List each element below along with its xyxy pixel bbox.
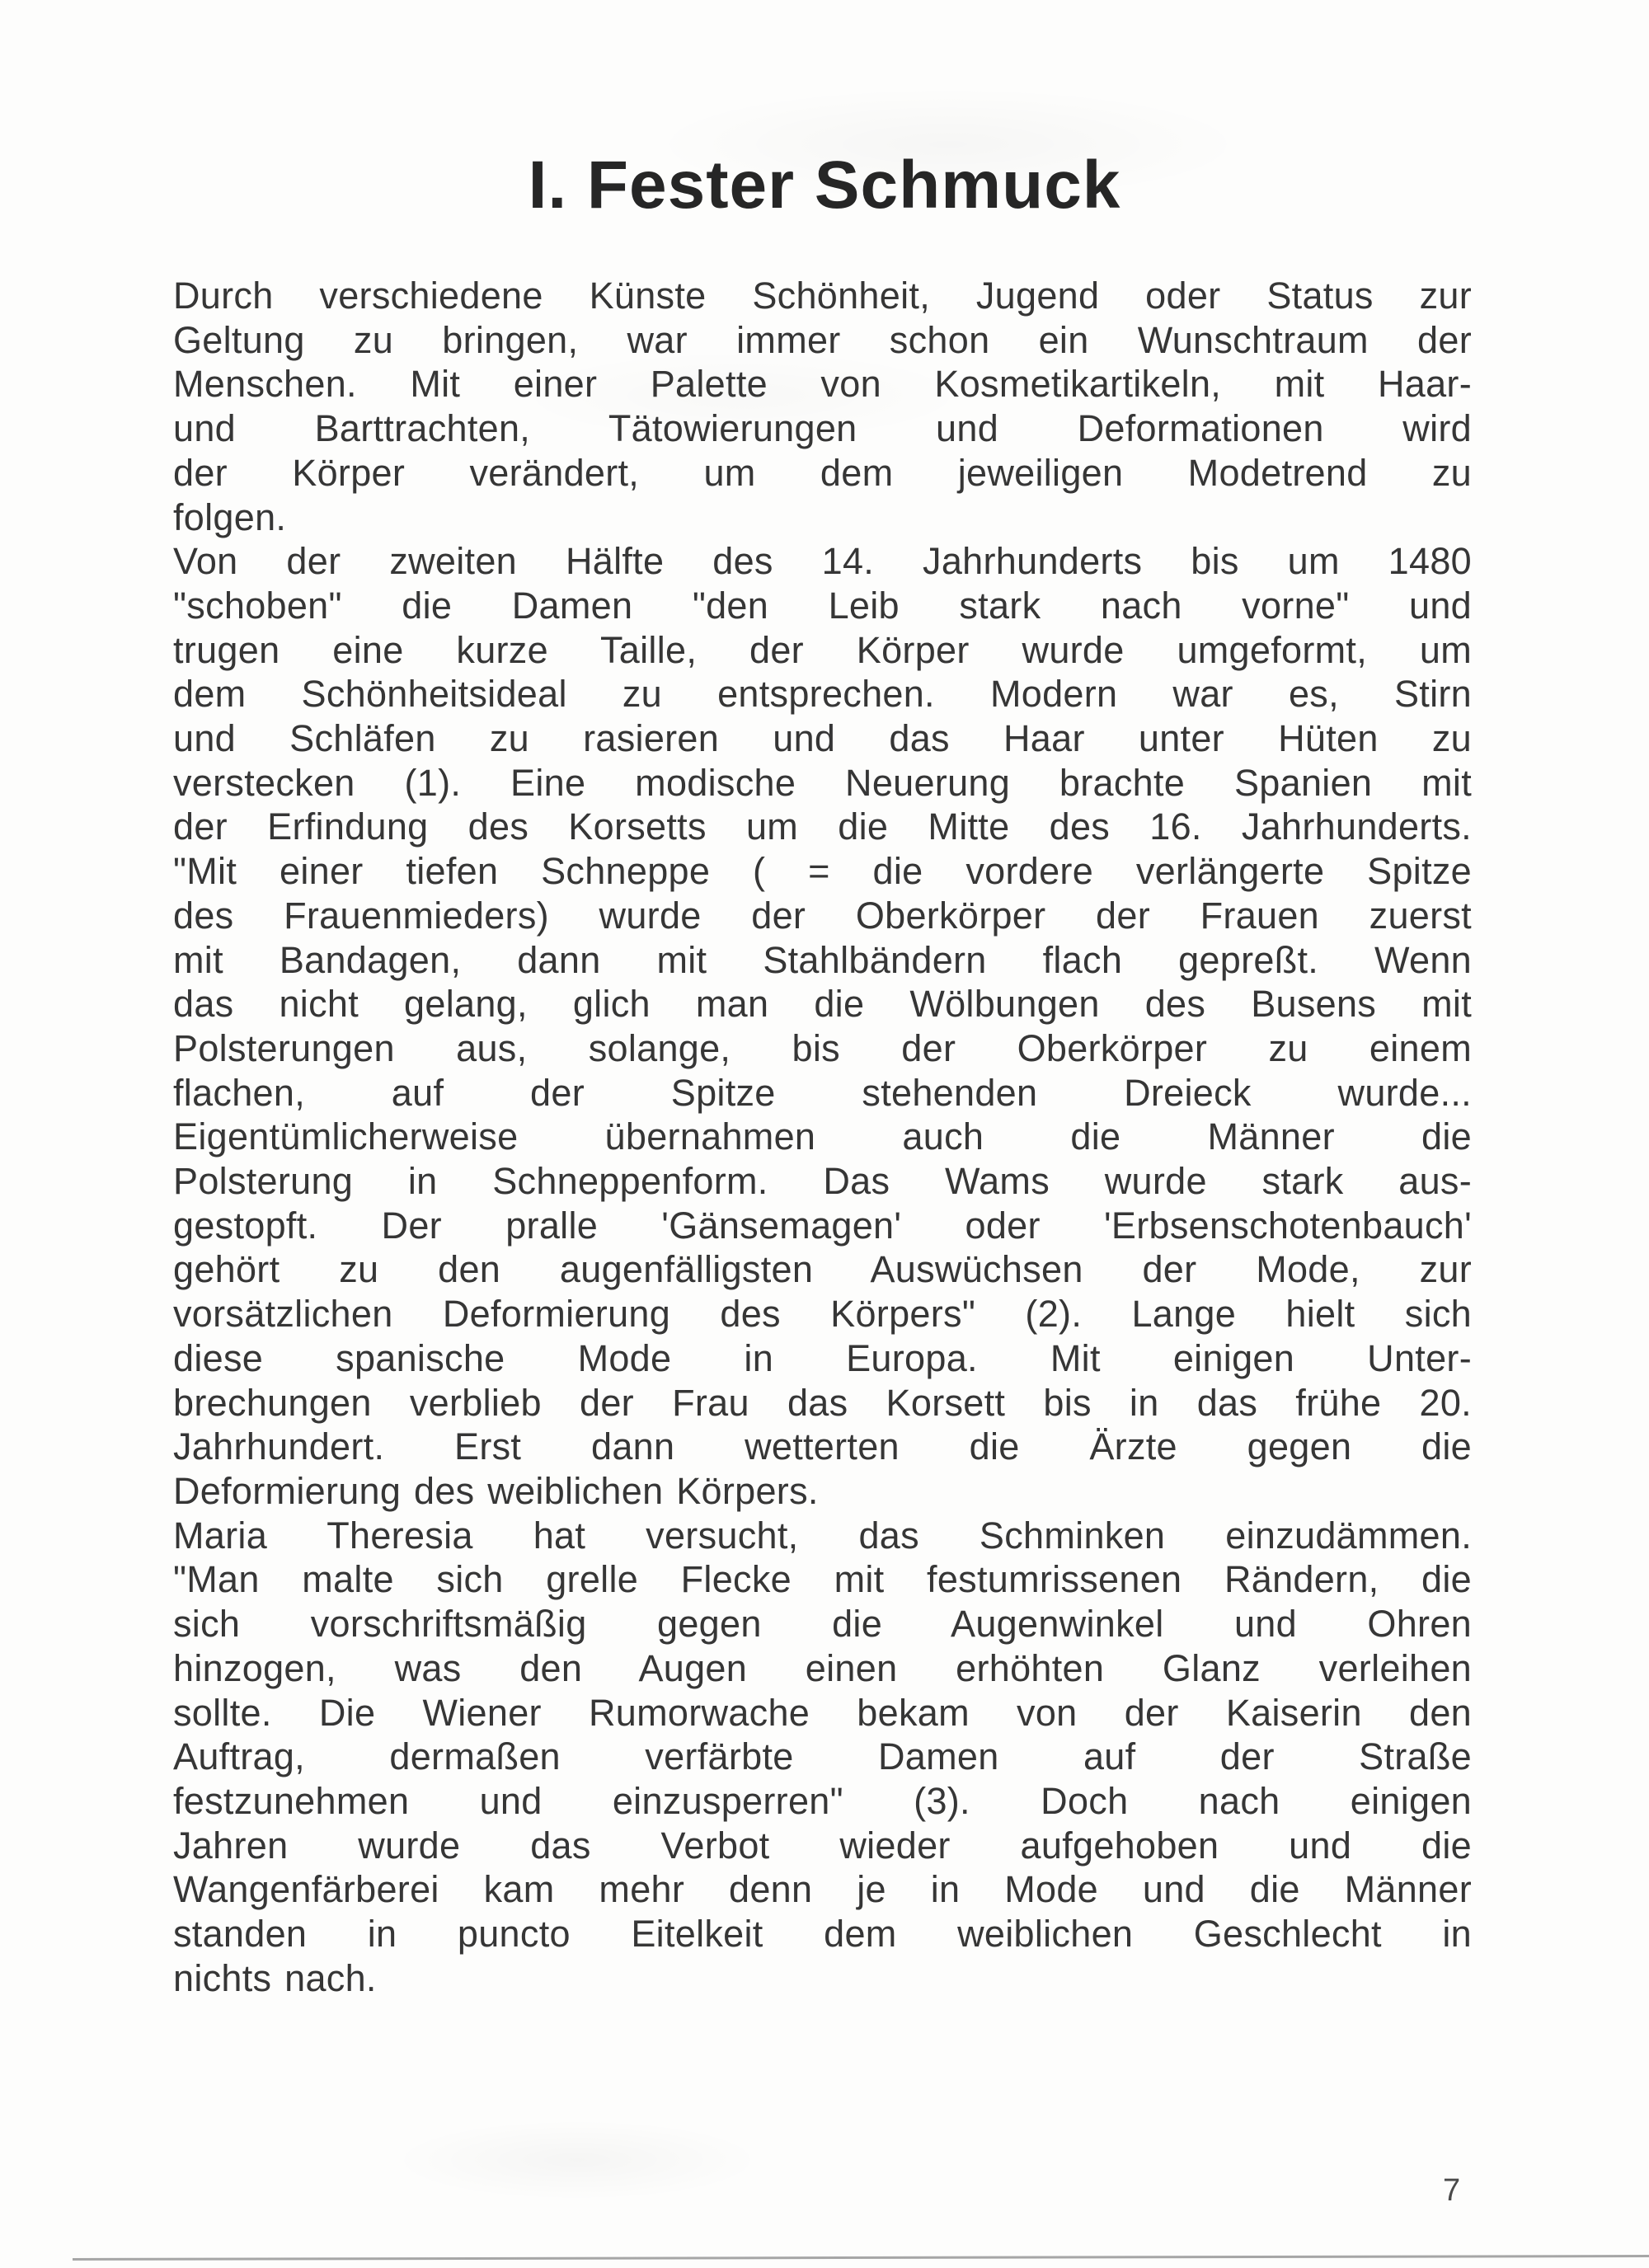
text-line: und Schläfen zu rasieren und das Haar unter Hüten zu — [173, 717, 1472, 760]
text-line: gestopft. Der pralle 'Gänsemagen' oder 'Erbsenschotenbauch' — [173, 1204, 1472, 1247]
paragraph — [173, 1514, 1472, 2001]
text-line: Maria Theresia hat versucht, das Schminken einzudämmen. — [173, 1514, 1472, 1557]
text-line: des Frauenmieders) wurde der Oberkörper der Frauen zuerst — [173, 894, 1472, 937]
text-line: Eigentümlicherweise übernahmen auch die Männer die — [173, 1115, 1472, 1158]
text-line: hinzogen, was den Augen einen erhöhten Glanz verleihen — [173, 1646, 1472, 1689]
text-line: verstecken (1). Eine modische Neuerung brachte Spanien mit — [173, 761, 1472, 804]
text-line: brechungen verblieb der Frau das Korsett bis in das frühe 20. — [173, 1381, 1472, 1424]
text-line: mit Bandagen, dann mit Stahlbändern flach gepreßt. Wenn — [173, 938, 1472, 981]
text-line: gehört zu den augenfälligsten Auswüchsen der Mode, zur — [173, 1248, 1472, 1291]
text-line: Geltung zu bringen, war immer schon ein Wunschtraum der — [173, 318, 1472, 361]
text-line: Wangenfärberei kam mehr denn je in Mode und die Männer — [173, 1868, 1472, 1911]
text-line: festzunehmen und einzusperren" (3). Doch nach einigen — [173, 1779, 1472, 1822]
page-number: 7 — [1443, 2173, 1461, 2208]
text-line: Polsterungen aus, solange, bis der Oberkörper zu einem — [173, 1026, 1472, 1069]
text-line: Auftrag, dermaßen verfärbte Damen auf der Straße — [173, 1735, 1472, 1778]
text-line: "Mit einer tiefen Schneppe ( = die vordere verlängerte Spitze — [173, 850, 1472, 893]
text-line: "schoben" die Damen "den Leib stark nach vorne" und — [173, 584, 1472, 627]
body-text — [173, 274, 1472, 2000]
text-line: Jahren wurde das Verbot wieder aufgehoben und die — [173, 1824, 1472, 1867]
text-line: standen in puncto Eitelkeit dem weiblichen Geschlecht in — [173, 1913, 1472, 1956]
page-title: I. Fester Schmuck — [528, 148, 1121, 223]
text-line: trugen eine kurze Taille, der Körper wurde umgeformt, um — [173, 628, 1472, 671]
text-line: das nicht gelang, glich man die Wölbungen des Busens mit — [173, 983, 1472, 1026]
text-line: dem Schönheitsideal zu entsprechen. Modern war es, Stirn — [173, 673, 1472, 716]
paragraph — [173, 539, 1472, 1513]
text-line: der Erfindung des Korsetts um die Mitte des 16. Jahrhunderts. — [173, 805, 1472, 848]
text-line: sollte. Die Wiener Rumorwache bekam von der Kaiserin den — [173, 1691, 1472, 1734]
text-line: folgen. — [173, 495, 287, 538]
text-line: Durch verschiedene Künste Schönheit, Jugend oder Status zur — [173, 275, 1472, 317]
text-line: sich vorschriftsmäßig gegen die Augenwinkel und Ohren — [173, 1603, 1472, 1646]
text-line: "Man malte sich grelle Flecke mit festumrissenen Rändern, die — [173, 1558, 1472, 1601]
text-line: nichts nach. — [173, 1956, 377, 1999]
paragraph — [173, 274, 1472, 539]
text-line: vorsätzlichen Deformierung des Körpers" (2). Lange hielt sich — [173, 1293, 1472, 1336]
text-line: Polsterung in Schneppenform. Das Wams wurde stark aus- — [173, 1160, 1472, 1203]
scan-artifact-line — [73, 2255, 1649, 2261]
text-line: Menschen. Mit einer Palette von Kosmetikartikeln, mit Haar- — [173, 363, 1472, 406]
text-line: Von der zweiten Hälfte des 14. Jahrhunderts bis um 1480 — [173, 540, 1472, 583]
text-line: und Barttrachten, Tätowierungen und Deformationen wird — [173, 407, 1472, 450]
text-line: flachen, auf der Spitze stehenden Dreieck wurde... — [173, 1071, 1472, 1114]
text-line: Jahrhundert. Erst dann wetterten die Ärzte gegen die — [173, 1425, 1472, 1468]
text-line: Deformierung des weiblichen Körpers. — [173, 1469, 819, 1512]
text-line: diese spanische Mode in Europa. Mit einigen Unter- — [173, 1336, 1472, 1379]
text-line: der Körper verändert, um dem jeweiligen Modetrend zu — [173, 451, 1472, 494]
